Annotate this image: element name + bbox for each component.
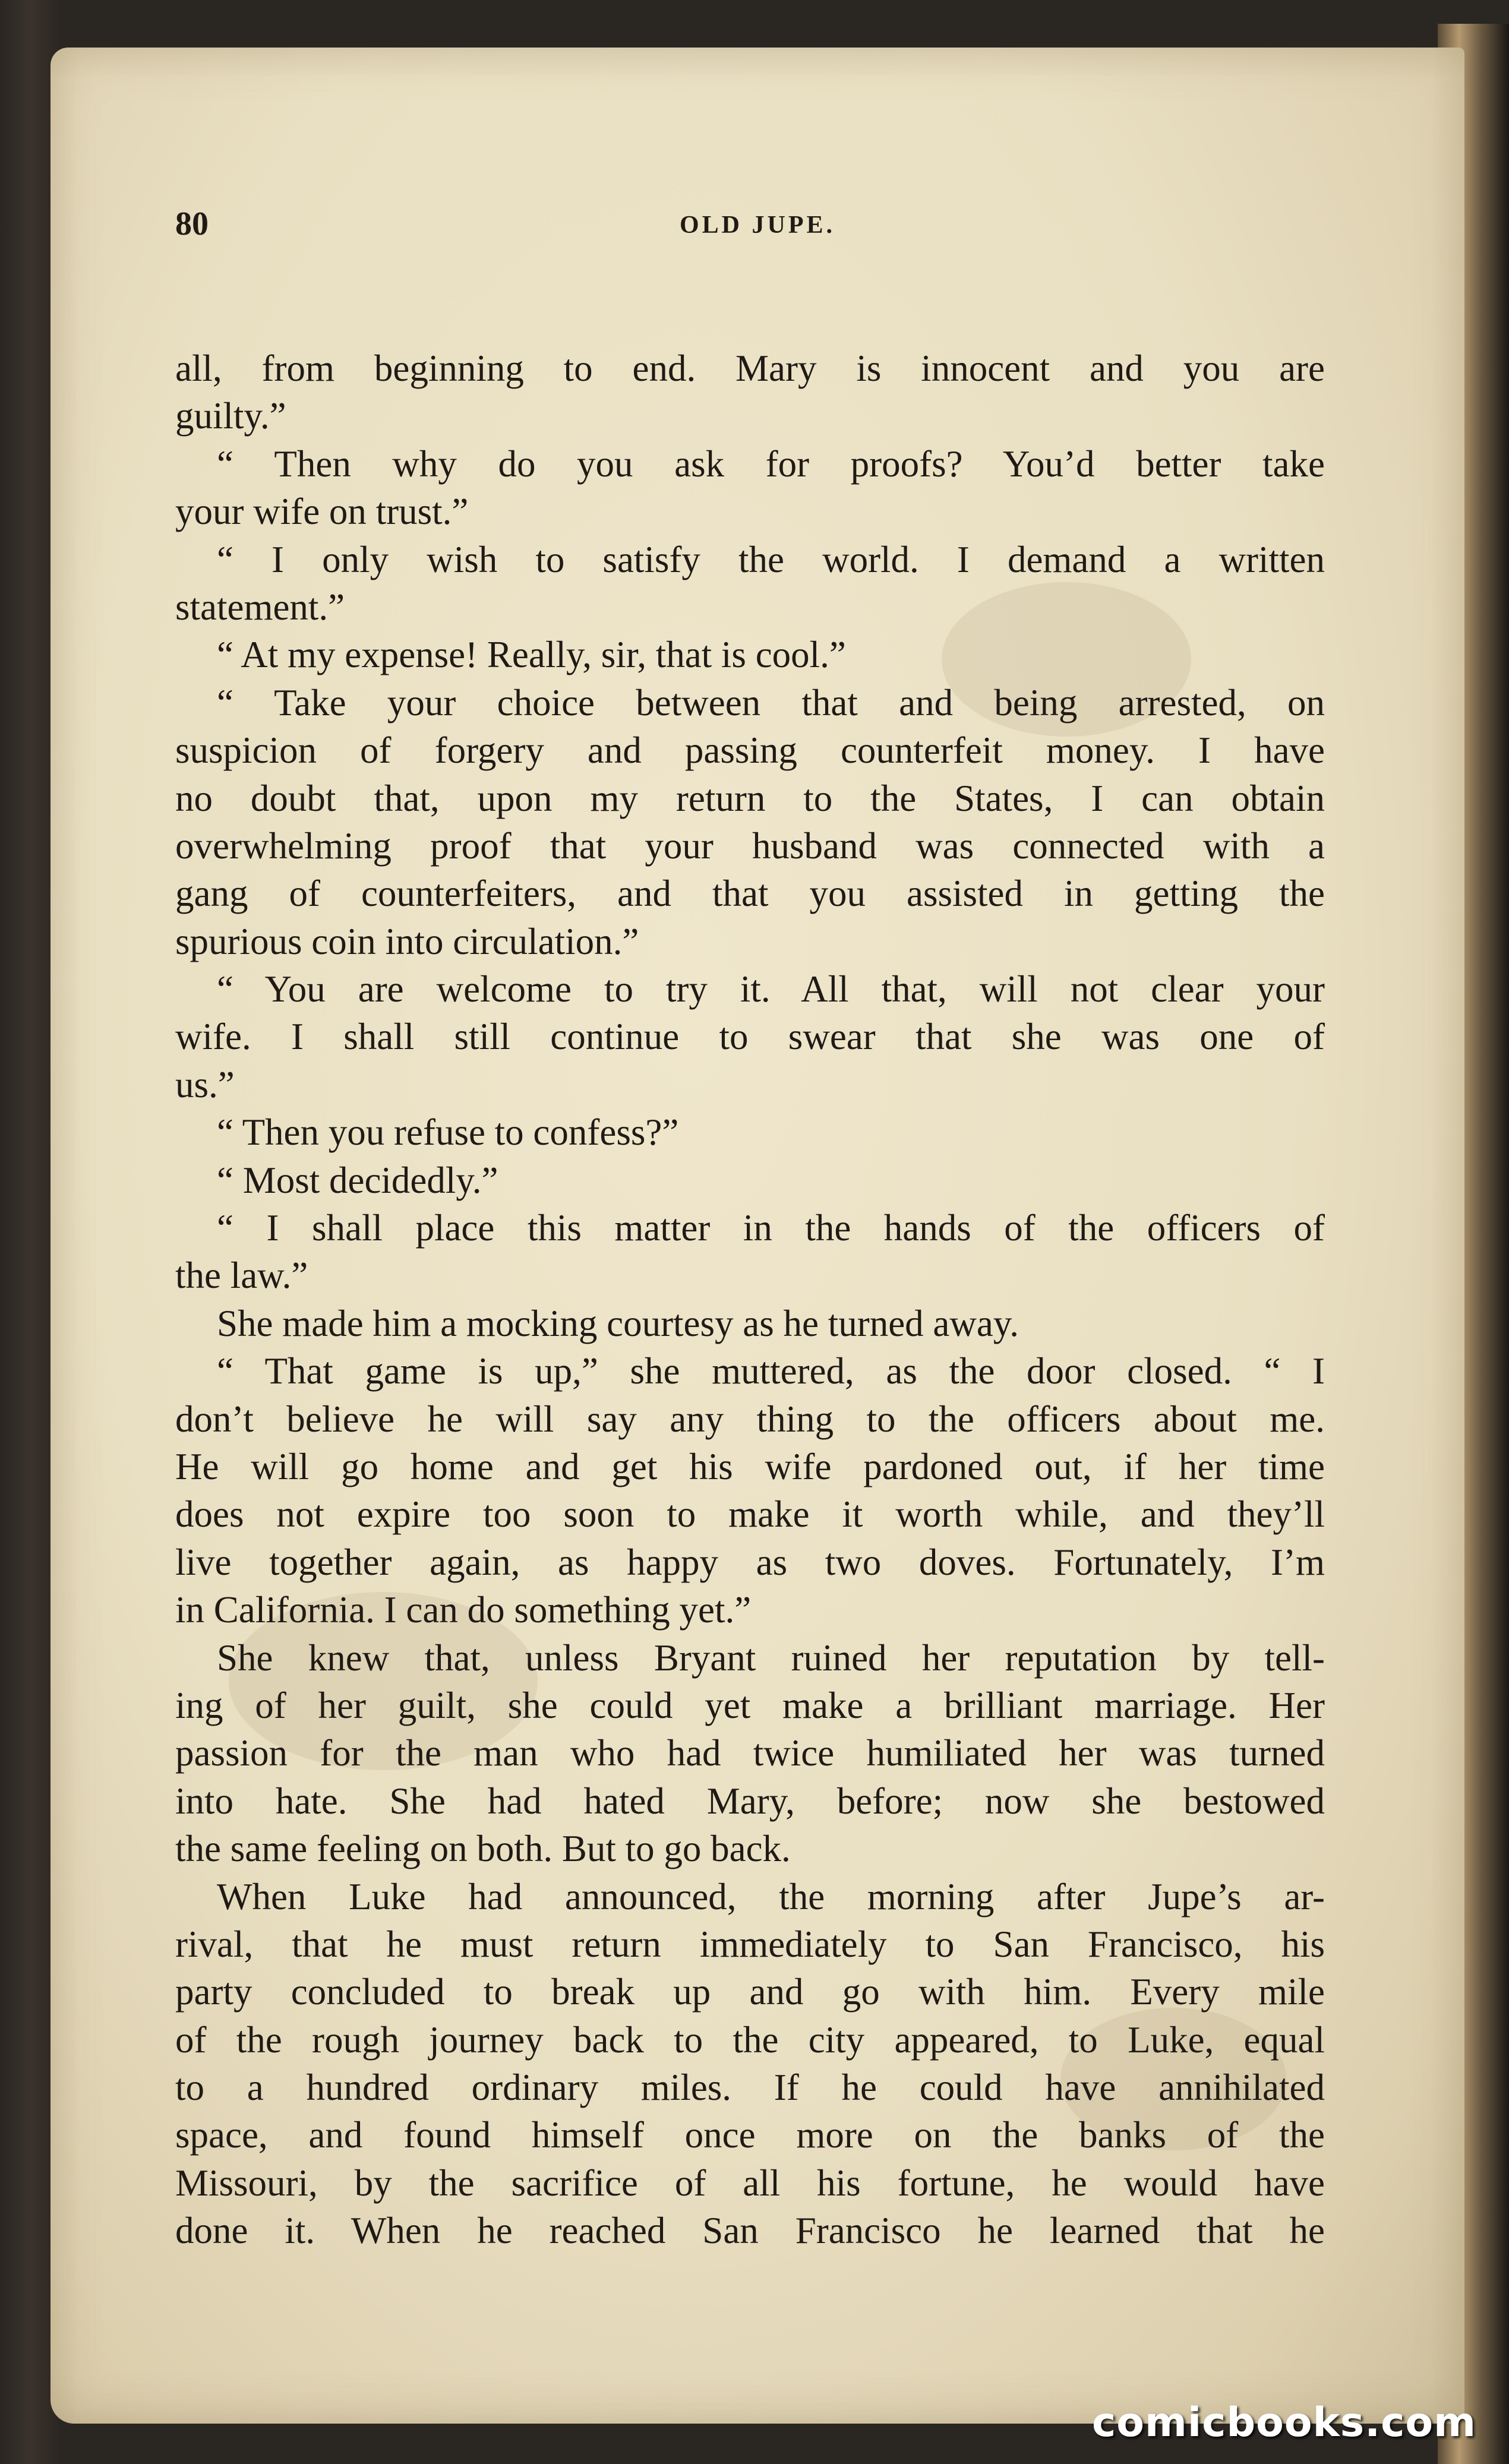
text-line: When Luke had announced, the morning after Jupe’s ar- <box>217 1875 1325 1918</box>
site-watermark: comicbooks.com <box>1091 2399 1476 2446</box>
text-line: no doubt that, upon my return to the States, I can obtain <box>175 777 1325 819</box>
text-line: don’t believe he will say any thing to the officers about me. <box>175 1398 1325 1440</box>
text-line: He will go home and get his wife pardoned out, if her time <box>175 1445 1325 1487</box>
text-line: of the rough journey back to the city appeared, to Luke, equal <box>175 2018 1325 2061</box>
text-line: done it. When he reached San Francisco he learned that he <box>175 2210 1325 2252</box>
text-line: statement.” <box>175 586 345 628</box>
text-line: ing of her guilt, she could yet make a brilliant marriage. Her <box>175 1684 1325 1726</box>
text-line: Missouri, by the sacrifice of all his fortune, he would have <box>175 2162 1325 2204</box>
text-line: into hate. She had hated Mary, before; now she bestowed <box>175 1780 1325 1822</box>
text-line: suspicion of forgery and passing counterfeit money. I have <box>175 729 1325 772</box>
text-line: “ At my expense! Really, sir, that is cool.” <box>217 634 846 676</box>
text-line: “ You are welcome to try it. All that, will not clear your <box>217 968 1325 1010</box>
text-line: She made him a mocking courtesy as he turned away. <box>217 1302 1019 1344</box>
text-line: gang of counterfeiters, and that you assisted in getting the <box>175 873 1325 915</box>
text-line: “ Most decidedly.” <box>217 1159 498 1201</box>
text-line: live together again, as happy as two doves. Fortunately, I’m <box>175 1541 1325 1583</box>
text-line: “ Take your choice between that and being arrested, on <box>217 681 1325 724</box>
text-line: to a hundred ordinary miles. If he could have annihilated <box>175 2067 1325 2109</box>
text-line: passion for the man who had twice humiliated her was turned <box>175 1732 1325 1774</box>
running-title: OLD JUPE. <box>679 211 835 239</box>
text-line: “ That game is up,” she muttered, as the door closed. “ I <box>217 1350 1325 1392</box>
text-line: She knew that, unless Bryant ruined her reputation by tell- <box>217 1637 1325 1679</box>
text-line: all, from beginning to end. Mary is innocent and you are <box>175 348 1325 389</box>
text-line: the same feeling on both. But to go back. <box>175 1828 791 1870</box>
text-line: rival, that he must return immediately to San Francisco, his <box>175 1923 1325 1965</box>
text-line: your wife on trust.” <box>175 491 469 533</box>
text-line: us.” <box>175 1063 235 1105</box>
text-line: wife. I shall still continue to swear that she was one of <box>175 1016 1325 1058</box>
text-line: the law.” <box>175 1255 308 1297</box>
body-text <box>175 345 1325 2255</box>
running-head <box>50 205 1464 252</box>
text-line: in California. I can do something yet.” <box>175 1589 752 1631</box>
page-number: 80 <box>175 206 209 242</box>
text-line: party concluded to break up and go with him. Every mile <box>175 1971 1325 2013</box>
text-line: spurious coin into circulation.” <box>175 920 639 962</box>
text-line: “ I only wish to satisfy the world. I demand a written <box>217 538 1325 580</box>
text-line: “ I shall place this matter in the hands of the officers of <box>217 1207 1325 1249</box>
text-line: “ Then why do you ask for proofs? You’d better take <box>217 443 1325 485</box>
text-line: space, and found himself once more on the banks of the <box>175 2114 1325 2156</box>
text-line: overwhelming proof that your husband was connected with a <box>175 825 1325 867</box>
book-page <box>50 48 1464 2424</box>
text-line: does not expire too soon to make it worth while, and they’ll <box>175 1493 1325 1536</box>
text-line: “ Then you refuse to confess?” <box>217 1111 679 1154</box>
text-line: guilty.” <box>175 395 286 437</box>
